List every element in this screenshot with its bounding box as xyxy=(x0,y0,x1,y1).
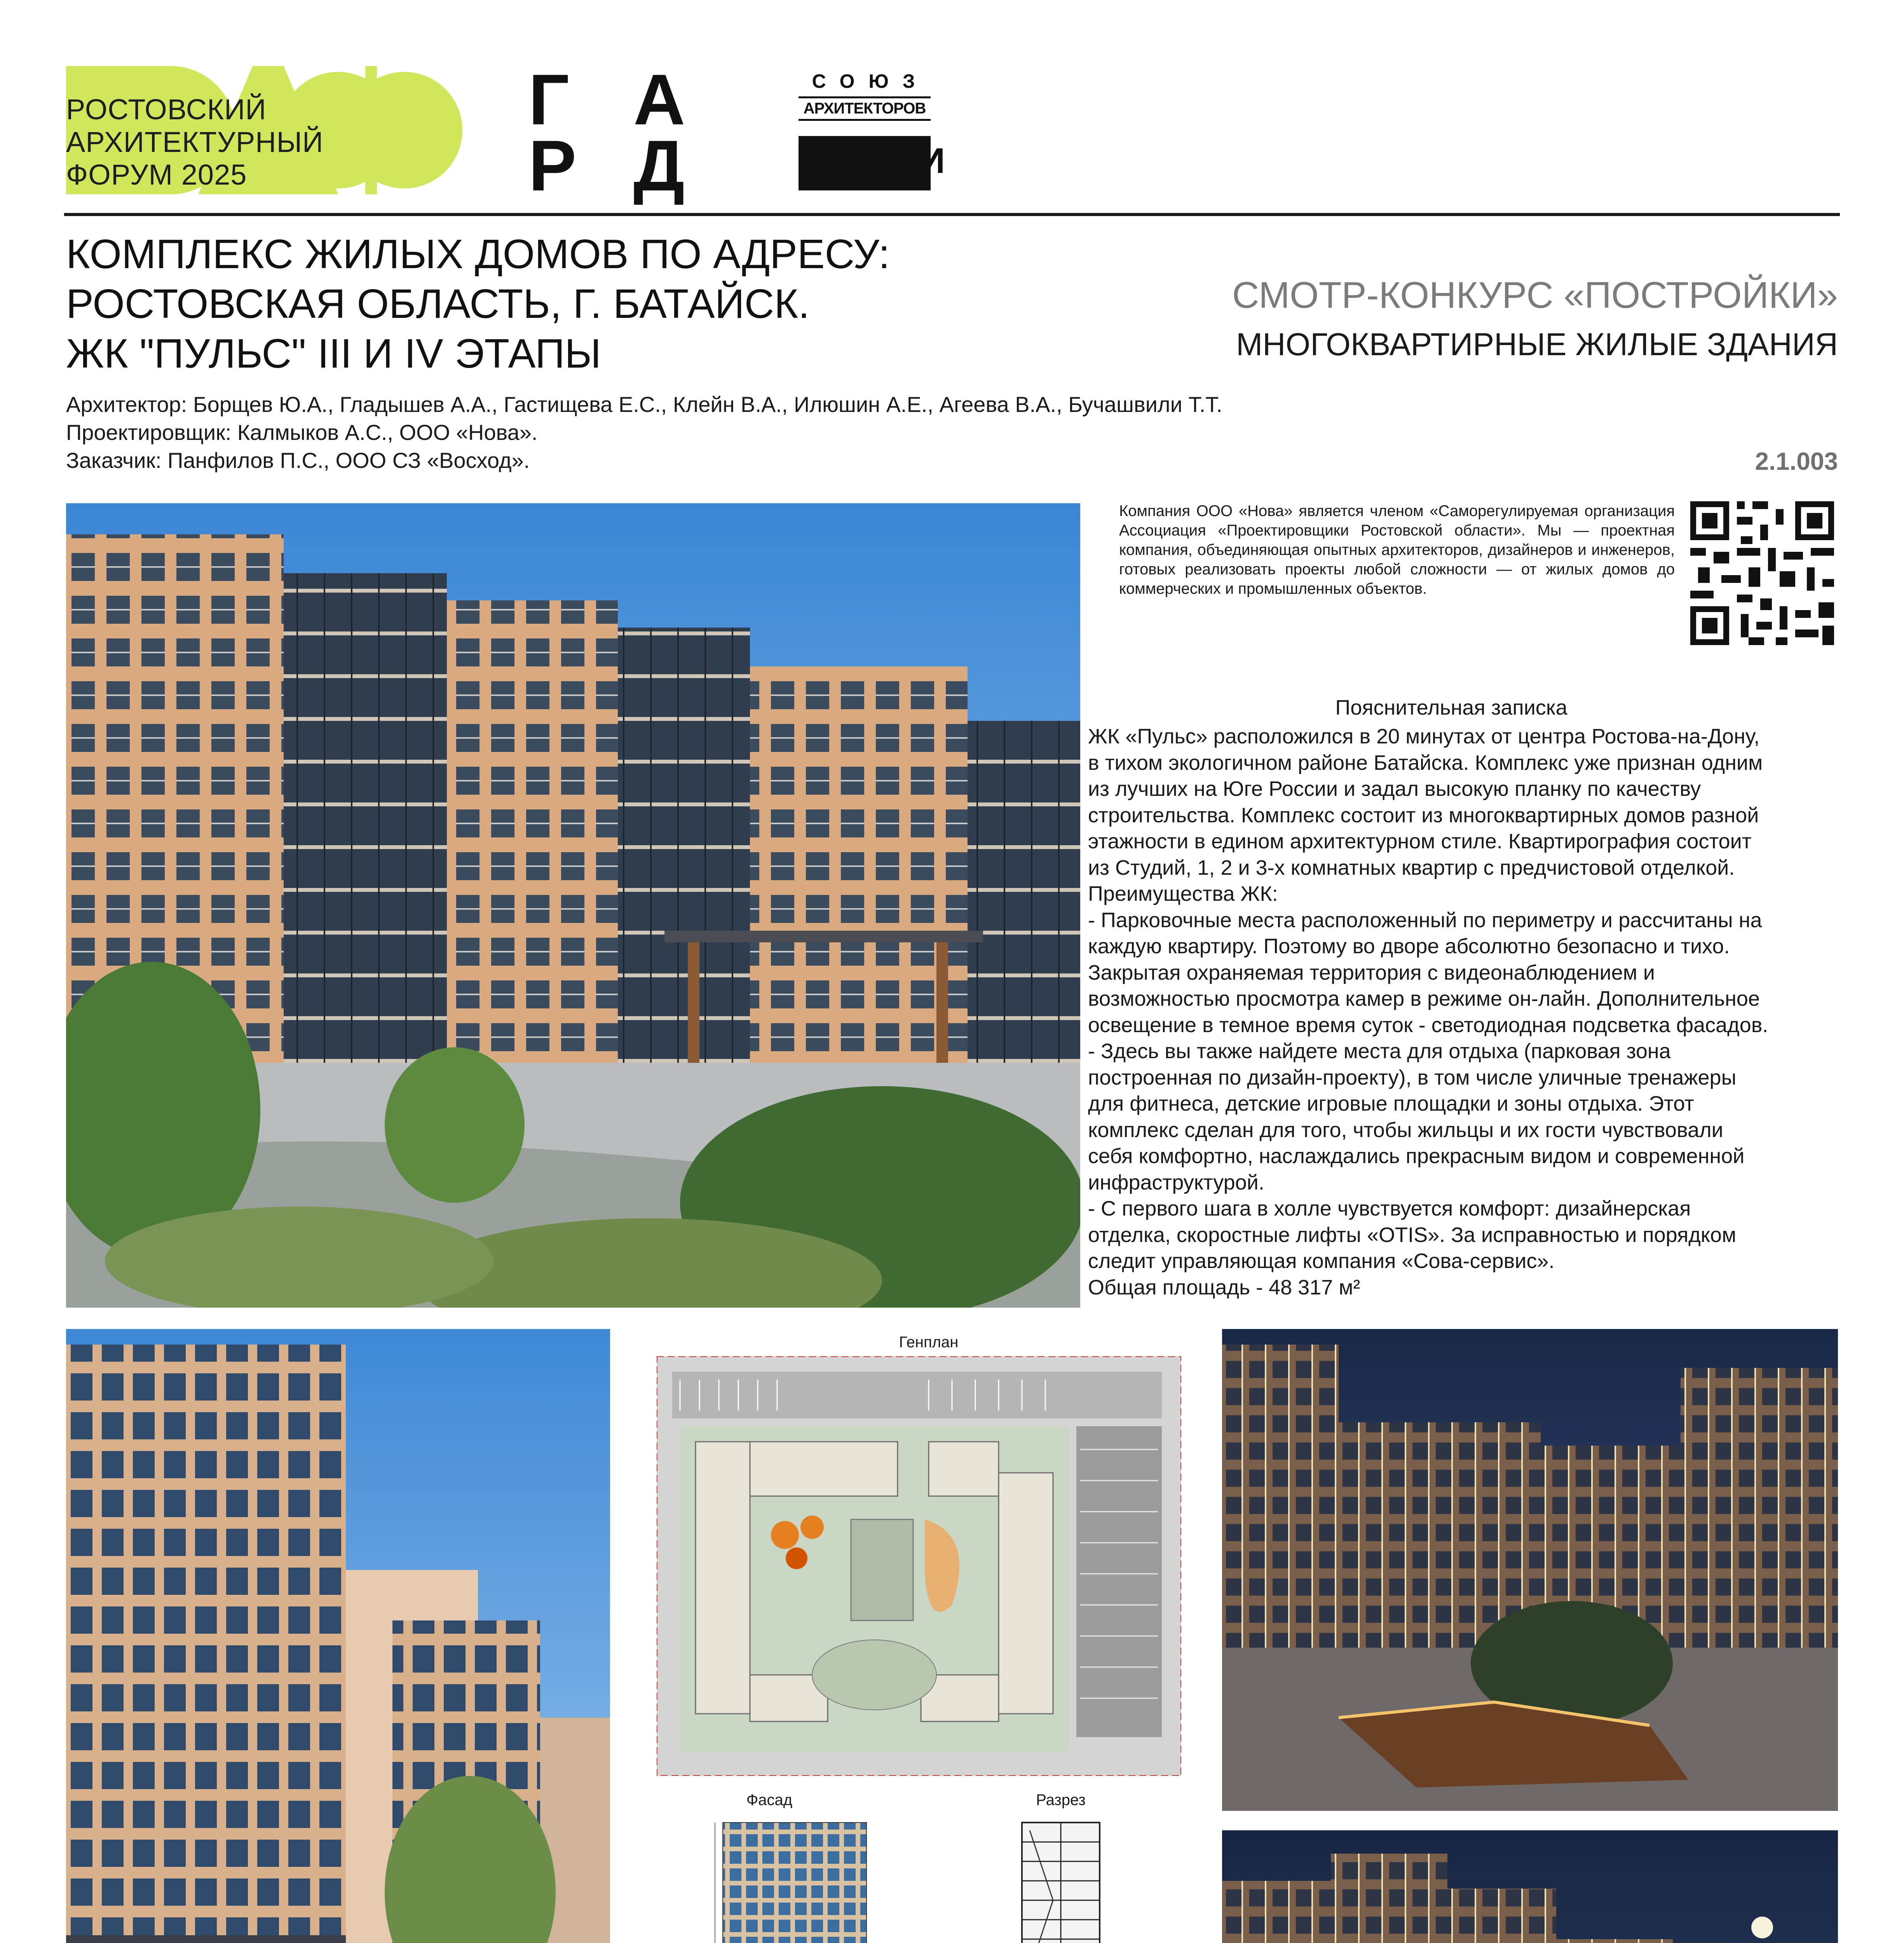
credits-designer: Проектировщик: Калмыков А.С., ООО «Нова». xyxy=(66,420,538,445)
facade-caption: Фасад xyxy=(746,1791,793,1809)
credits-client: Заказчик: Панфилов П.С., ООО СЗ «Восход». xyxy=(66,448,530,473)
photo-tower-day xyxy=(66,1329,610,1943)
credits-architects: Архитектор: Борщев Ю.А., Гладышев А.А., Гастищева Е.С., Клейн В.А., Илюшин А.Е., Агеева В.А., Бучашвили Т.Т. xyxy=(66,392,1222,417)
raf-line-1: РОСТОВСКИЙ xyxy=(66,93,267,126)
photo-playground-night xyxy=(1222,1830,1838,1943)
qr-code-icon xyxy=(1690,501,1834,645)
soyuz-logo-top: СОЮЗ xyxy=(812,70,929,92)
project-code: 2.1.003 xyxy=(1755,447,1838,475)
note-line: себя комфортно, наслаждались прекрасным видом и современной xyxy=(1088,1144,1745,1168)
section-caption: Разрез xyxy=(1036,1791,1086,1809)
title-line-2: РОСТОВСКАЯ ОБЛАСТЬ, Г. БАТАЙСК. xyxy=(66,281,810,327)
garad-letter-4: Д xyxy=(633,126,685,206)
genplan-caption: Генплан xyxy=(899,1334,959,1351)
note-line: этажности в едином архитектурном стиле. Квартирография состоит xyxy=(1088,830,1752,853)
note-line: для фитнеса, детские игровые площадки и зоны отдыха. Этот xyxy=(1088,1092,1694,1115)
title-line-3: ЖК "ПУЛЬС" III И IV ЭТАПЫ xyxy=(66,331,602,377)
note-line: отделка, скоростные лифты «OTIS». За исправностью и порядком xyxy=(1088,1223,1737,1247)
soyuz-architects-logo xyxy=(799,70,943,190)
raf-line-2: АРХИТЕКТУРНЫЙ xyxy=(66,126,324,158)
note-line: в тихом экологичном районе Батайска. Комплекс уже признан одним xyxy=(1088,751,1763,774)
note-line: Преимущества ЖК: xyxy=(1088,882,1278,905)
genplan-drawing xyxy=(657,1356,1181,1776)
explanatory-note-heading: Пояснительная записка xyxy=(1335,696,1567,719)
note-line: Закрытая охраняемая территория с видеонаблюдением и xyxy=(1088,961,1655,984)
raf-line-3: ФОРУМ 2025 xyxy=(66,159,247,191)
header-divider xyxy=(64,213,1840,216)
note-line: Общая площадь - 48 317 м² xyxy=(1088,1275,1360,1299)
note-line: из Студий, 1, 2 и 3-х комнатных квартир с предчистовой отделкой. xyxy=(1088,856,1735,879)
contest-category: МНОГОКВАРТИРНЫЕ ЖИЛЫЕ ЗДАНИЯ xyxy=(1236,327,1838,362)
photo-courtyard-day xyxy=(66,503,1080,1308)
credits xyxy=(66,391,1465,474)
contest-name: СМОТР-КОНКУРС «ПОСТРОЙКИ» xyxy=(1232,274,1838,316)
photo-courtyard-night xyxy=(1222,1329,1838,1811)
note-line: - Здесь вы также найдете места для отдыха (парковая зона xyxy=(1088,1040,1671,1063)
note-line: строительства. Комплекс состоит из многоквартирных домов разной xyxy=(1088,803,1759,827)
garad-logo xyxy=(528,60,715,206)
note-line: построенная по дизайн-проекту), в том числе уличные тренажеры xyxy=(1088,1066,1737,1089)
note-line: комплекс сделан для того, чтобы жильцы и их гости чувствовали xyxy=(1088,1118,1723,1142)
note-line: каждую квартиру. Поэтому во дворе абсолютно безопасно и тихо. xyxy=(1088,935,1730,958)
note-line: - Парковочные места расположенный по периметру и рассчитаны на xyxy=(1088,908,1762,932)
garad-letter-2: А xyxy=(633,60,685,140)
garad-letter-1: Г xyxy=(528,60,569,140)
note-line: из лучших на Юге России и задал высокую планку по качеству xyxy=(1088,777,1701,801)
section-drawing xyxy=(1006,1815,1111,1943)
raf-logo xyxy=(66,66,462,194)
facade-drawing xyxy=(711,1815,874,1943)
garad-letter-3: Р xyxy=(528,126,577,206)
note-line: следит управляющая компания «Сова-сервис». xyxy=(1088,1249,1555,1273)
raf-logo-text xyxy=(66,93,338,191)
company-description: Компания ООО «Нова» является членом «Саморегулируемая организация Ассоциация «Проектировщики Ростовской области». Мы — проектная компания, объединяющая опытных архитекторов, дизайнеров и инженеров, готовых реализовать проекты любой сложности — от жилых домов до коммерческих и промышленных объектов. xyxy=(1119,502,1675,597)
note-line: возможностью просмотра камер в режиме он-лайн. Дополнительное xyxy=(1088,987,1760,1010)
note-line: ЖК «Пульс» расположился в 20 минутах от центра Ростова-на-Дону, xyxy=(1088,725,1760,748)
title-line-1: КОМПЛЕКС ЖИЛЫХ ДОМОВ ПО АДРЕСУ: xyxy=(66,231,890,277)
note-line: - С первого шага в холле чувствуется комфорт: дизайнерская xyxy=(1088,1197,1691,1220)
note-line: инфраструктурой. xyxy=(1088,1170,1264,1194)
explanatory-note-body xyxy=(1088,724,1815,1301)
soyuz-logo-middle: АРХИТЕКТОРОВ xyxy=(799,96,931,121)
project-title xyxy=(66,229,1115,378)
note-line: освещение в темное время суток - светодиодная подсветка фасадов. xyxy=(1088,1013,1768,1037)
soyuz-logo-bottom: РОССИИ xyxy=(799,141,943,181)
